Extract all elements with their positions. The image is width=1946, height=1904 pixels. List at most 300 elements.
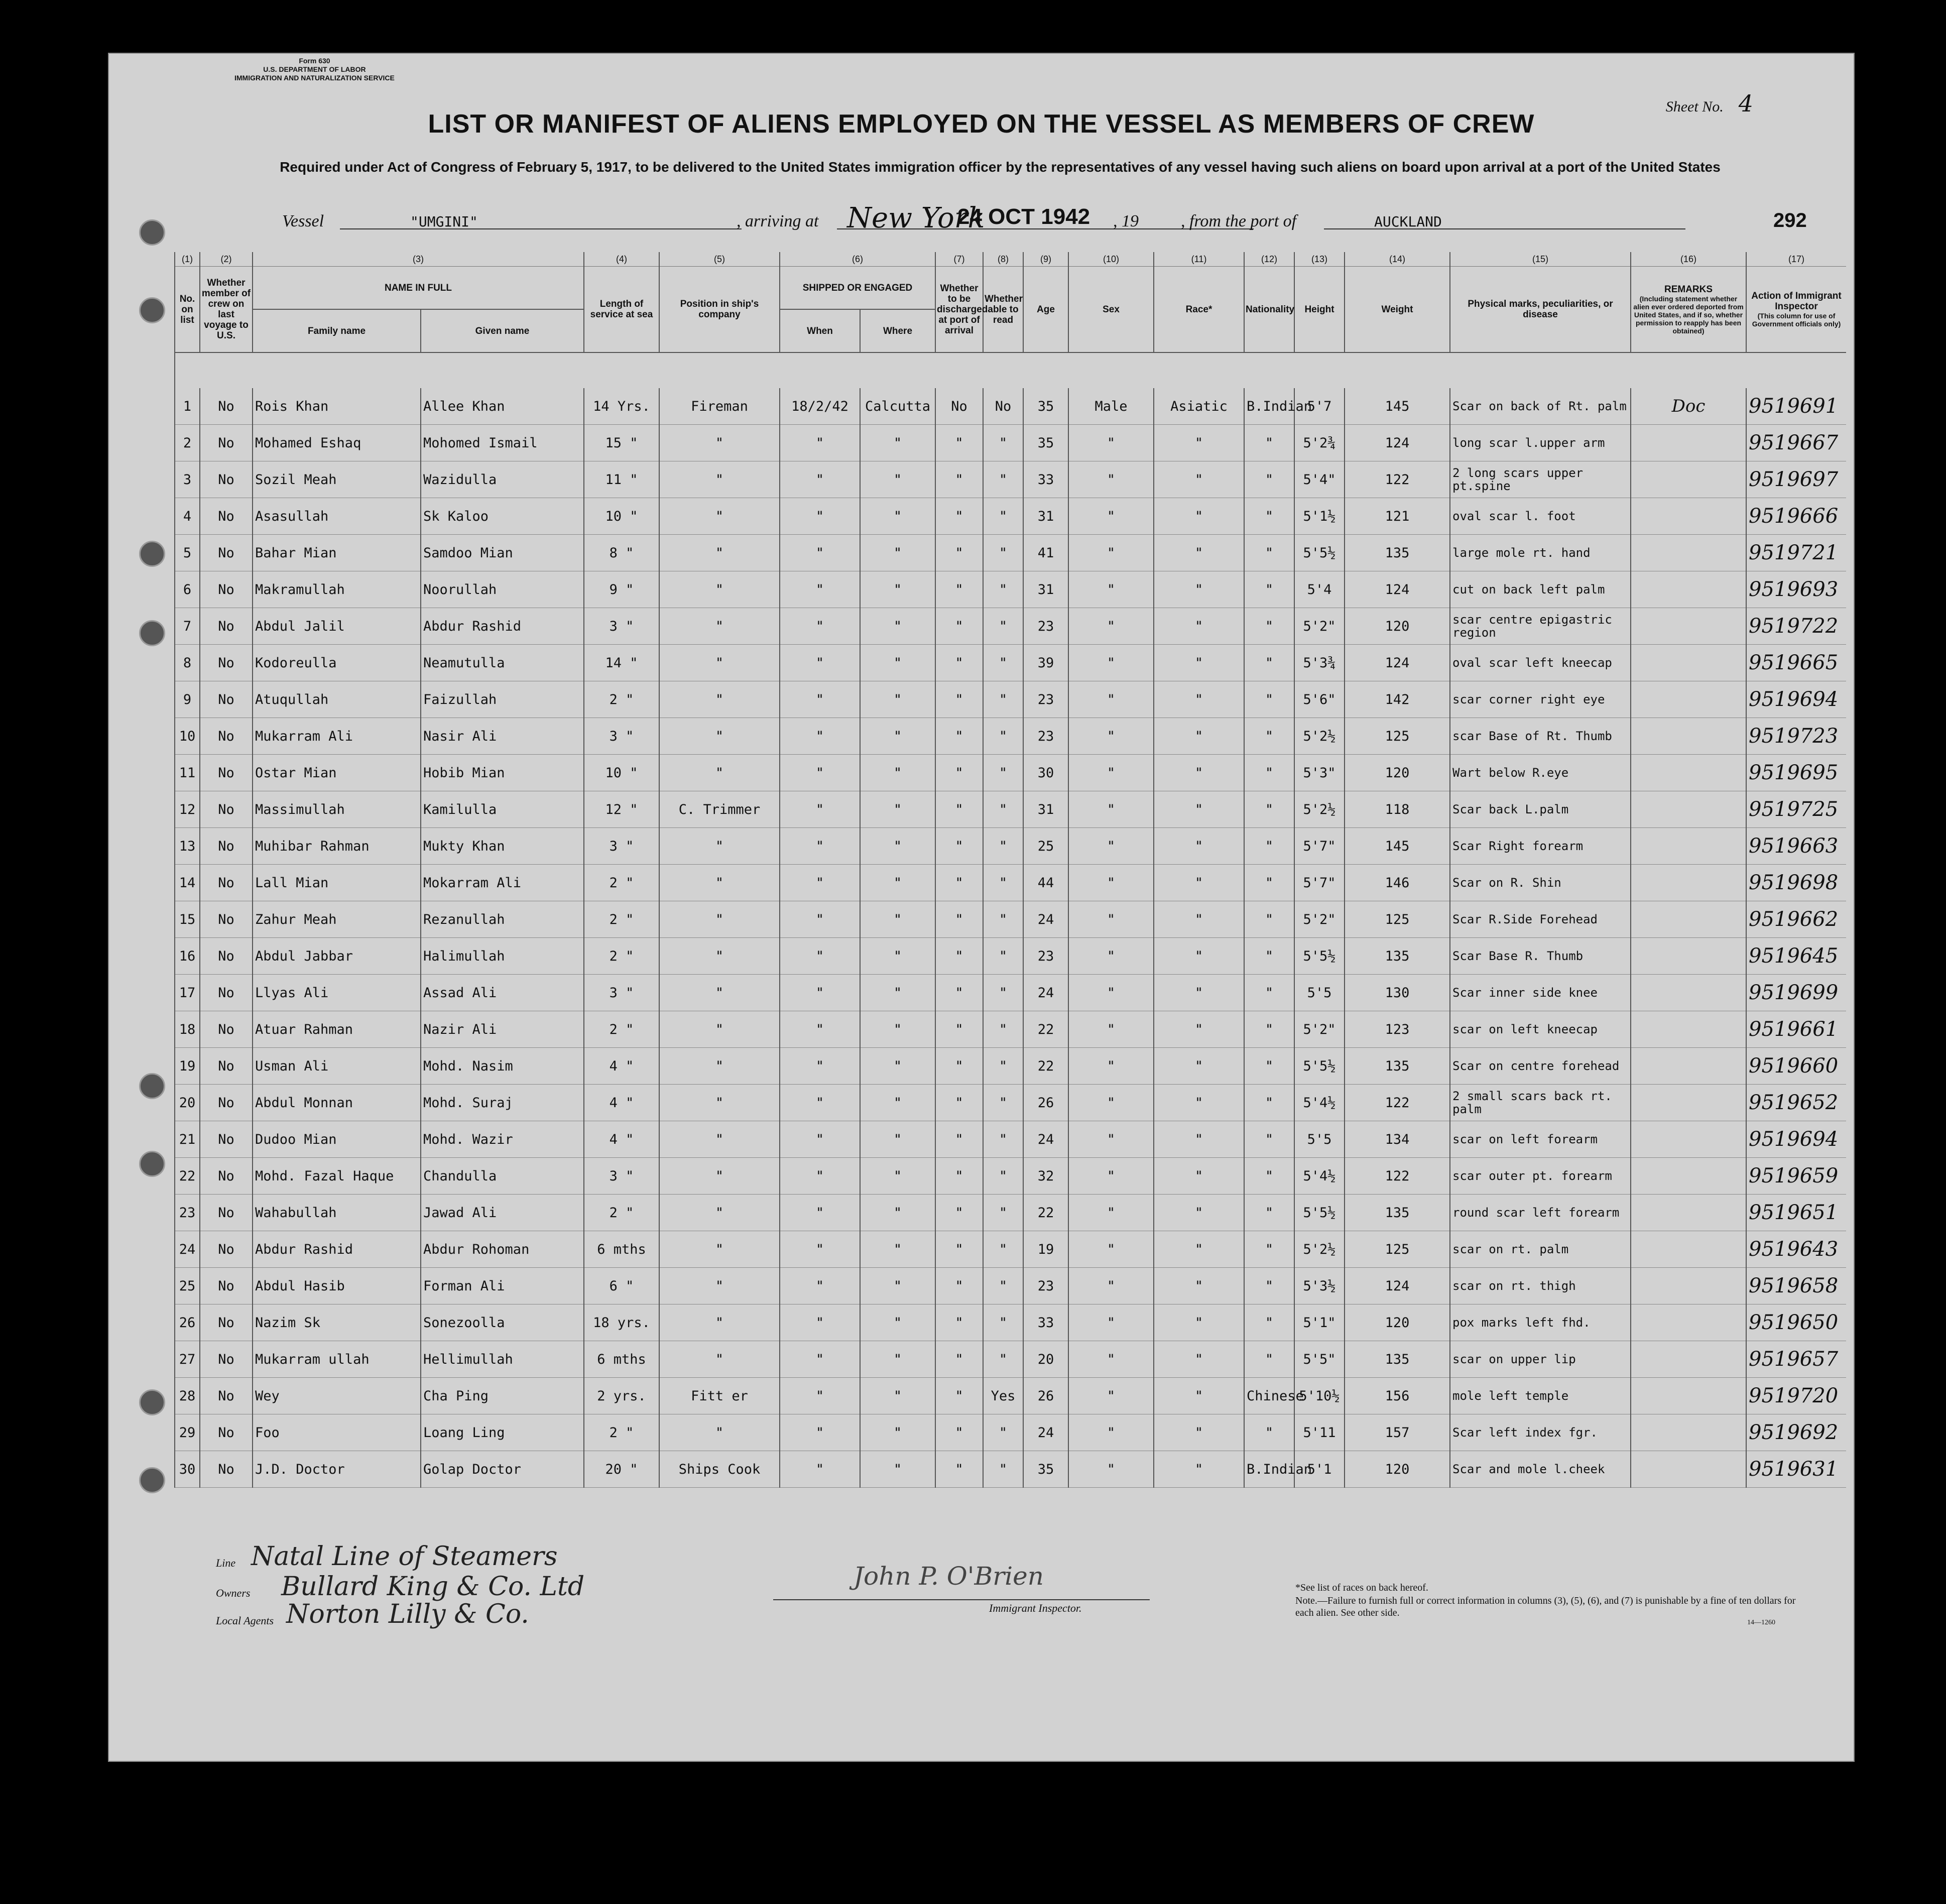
sex-cell: " [1068,1085,1154,1121]
weight-cell: 125 [1345,1231,1450,1268]
discharged-cell: " [935,681,983,718]
race-cell: " [1154,1048,1244,1085]
member-crew-cell: No [200,425,253,461]
from-port: AUCKLAND [1374,213,1442,230]
shipped-when-cell: " [780,901,860,938]
given-name-cell: Sonezoolla [421,1304,584,1341]
weight-cell: 145 [1345,388,1450,425]
binder-hole [139,1467,165,1493]
race-cell: Asiatic [1154,388,1244,425]
arriving-label: , arriving at [737,212,819,230]
given-name-cell: Mukty Khan [421,828,584,865]
sex-cell: " [1068,1414,1154,1451]
remarks-cell [1631,1121,1746,1158]
inspector-action-cell: 9519650 [1746,1304,1846,1341]
inspector-action-cell: 9519645 [1746,938,1846,975]
discharged-cell: " [935,828,983,865]
sex-cell: " [1068,608,1154,645]
able-read-cell: " [983,1195,1023,1231]
remarks-cell [1631,681,1746,718]
position-cell: " [659,1414,780,1451]
physical-marks-cell: Scar R.Side Forehead [1450,901,1631,938]
inspector-action-cell: 9519657 [1746,1341,1846,1378]
given-name-cell: Chandulla [421,1158,584,1195]
height-cell: 5'10½ [1294,1378,1345,1414]
remarks-cell [1631,1158,1746,1195]
nationality-cell: " [1244,571,1294,608]
col-num-13: (13) [1294,252,1345,267]
able-read-cell: " [983,1268,1023,1304]
family-name-cell: Atuar Rahman [253,1011,421,1048]
length-service-cell: 3 " [584,718,659,755]
member-crew-cell: No [200,608,253,645]
discharged-cell: " [935,1231,983,1268]
binder-hole [139,1151,165,1177]
able-read-cell: " [983,425,1023,461]
inspector-action-cell: 9519662 [1746,901,1846,938]
physical-marks-cell: mole left temple [1450,1378,1631,1414]
age-cell: 33 [1023,1304,1068,1341]
member-crew-cell: No [200,461,253,498]
inspector-action-cell: 9519692 [1746,1414,1846,1451]
row-number-cell: 10 [175,718,200,755]
length-service-cell: 6 mths [584,1231,659,1268]
family-name-cell: Abdul Jabbar [253,938,421,975]
nationality-cell: " [1244,681,1294,718]
family-name-cell: Abdul Hasib [253,1268,421,1304]
physical-marks-cell: Scar on R. Shin [1450,865,1631,901]
col-num-5: (5) [659,252,780,267]
discharged-cell: " [935,1341,983,1378]
physical-marks-cell: pox marks left fhd. [1450,1304,1631,1341]
shipped-when-cell: " [780,1195,860,1231]
race-cell: " [1154,1304,1244,1341]
header-given-name: Given name [421,309,584,352]
able-read-cell: " [983,828,1023,865]
length-service-cell: 10 " [584,498,659,535]
position-cell: " [659,865,780,901]
member-crew-cell: No [200,498,253,535]
able-read-cell: " [983,1158,1023,1195]
nationality-cell: " [1244,1085,1294,1121]
member-crew-cell: No [200,1378,253,1414]
able-read-cell: Yes [983,1378,1023,1414]
race-cell: " [1154,718,1244,755]
length-service-cell: 2 " [584,865,659,901]
remarks-cell [1631,828,1746,865]
member-crew-cell: No [200,1414,253,1451]
member-crew-cell: No [200,1304,253,1341]
col-num-7: (7) [935,252,983,267]
given-name-cell: Samdoo Mian [421,535,584,571]
table-row [175,1158,1846,1195]
header-action-note: (This column for use of Government officials only) [1752,312,1841,328]
row-number-cell: 11 [175,755,200,791]
able-read-cell: " [983,461,1023,498]
race-cell: " [1154,755,1244,791]
length-service-cell: 20 " [584,1451,659,1488]
position-cell: Ships Cook [659,1451,780,1488]
race-cell: " [1154,938,1244,975]
header-shipped-engaged: SHIPPED OR ENGAGED [780,267,935,310]
sex-cell: " [1068,645,1154,681]
height-cell: 5'6" [1294,681,1345,718]
race-cell: " [1154,1231,1244,1268]
inspector-action-cell: 9519721 [1746,535,1846,571]
family-name-cell: Wahabullah [253,1195,421,1231]
sheet-number-label: Sheet No. [1665,98,1724,115]
table-row [175,571,1846,608]
member-crew-cell: No [200,1048,253,1085]
shipped-when-cell: 18/2/42 [780,388,860,425]
position-cell: " [659,571,780,608]
age-cell: 22 [1023,1048,1068,1085]
col-num-9: (9) [1023,252,1068,267]
able-read-cell: " [983,791,1023,828]
remarks-cell [1631,901,1746,938]
age-cell: 20 [1023,1341,1068,1378]
able-read-cell: " [983,1048,1023,1085]
table-row [175,645,1846,681]
given-name-cell: Assad Ali [421,975,584,1011]
physical-marks-cell: Scar Right forearm [1450,828,1631,865]
inspector-action-cell: 9519722 [1746,608,1846,645]
shipped-when-cell: " [780,1414,860,1451]
inspector-action-cell: 9519643 [1746,1231,1846,1268]
weight-cell: 124 [1345,425,1450,461]
given-name-cell: Mohd. Nasim [421,1048,584,1085]
discharged-cell: " [935,1121,983,1158]
able-read-cell: " [983,1085,1023,1121]
agents-label: Local Agents [216,1614,274,1627]
shipped-where-cell: " [860,535,935,571]
remarks-cell [1631,1304,1746,1341]
remarks-cell [1631,791,1746,828]
shipped-where-cell: " [860,901,935,938]
table-row [175,1414,1846,1451]
discharged-cell: " [935,1048,983,1085]
discharged-cell: " [935,608,983,645]
nationality-cell: " [1244,755,1294,791]
shipped-where-cell: " [860,608,935,645]
family-name-cell: Usman Ali [253,1048,421,1085]
shipped-where-cell: " [860,461,935,498]
height-cell: 5'5½ [1294,535,1345,571]
physical-marks-cell: scar on left kneecap [1450,1011,1631,1048]
family-name-cell: Zahur Meah [253,901,421,938]
table-row [175,535,1846,571]
discharged-cell: " [935,1451,983,1488]
inspector-action-cell: 9519661 [1746,1011,1846,1048]
manifest-table [174,252,1846,1488]
position-cell: " [659,1304,780,1341]
header-family-name: Family name [253,309,421,352]
shipped-where-cell: " [860,1378,935,1414]
inspector-action-cell: 9519660 [1746,1048,1846,1085]
family-name-cell: Foo [253,1414,421,1451]
sex-cell: " [1068,1231,1154,1268]
age-cell: 35 [1023,425,1068,461]
table-row [175,608,1846,645]
binder-hole [139,1073,165,1099]
age-cell: 23 [1023,681,1068,718]
family-name-cell: Massimullah [253,791,421,828]
height-cell: 5'2" [1294,608,1345,645]
height-cell: 5'5½ [1294,1048,1345,1085]
table-row [175,1195,1846,1231]
given-name-cell: Golap Doctor [421,1451,584,1488]
header-age: Age [1023,267,1068,353]
remarks-cell [1631,461,1746,498]
family-name-cell: Rois Khan [253,388,421,425]
sex-cell: " [1068,425,1154,461]
member-crew-cell: No [200,938,253,975]
sex-cell: " [1068,791,1154,828]
inspector-action-cell: 9519658 [1746,1268,1846,1304]
nationality-cell: " [1244,1341,1294,1378]
race-cell: " [1154,1268,1244,1304]
form-code: 14—1260 [1747,1619,1775,1626]
inspector-signature: John P. O'Brien [854,1562,1044,1591]
discharged-cell: " [935,1304,983,1341]
inspector-action-cell: 9519651 [1746,1195,1846,1231]
weight-cell: 120 [1345,755,1450,791]
row-number-cell: 26 [175,1304,200,1341]
length-service-cell: 2 " [584,1195,659,1231]
shipped-when-cell: " [780,535,860,571]
col-num-10: (10) [1068,252,1154,267]
able-read-cell: " [983,938,1023,975]
shipped-when-cell: " [780,1011,860,1048]
weight-cell: 135 [1345,1048,1450,1085]
height-cell: 5'4½ [1294,1085,1345,1121]
sex-cell: " [1068,1195,1154,1231]
shipped-where-cell: " [860,865,935,901]
length-service-cell: 14 Yrs. [584,388,659,425]
table-row [175,718,1846,755]
page-title: LIST OR MANIFEST OF ALIENS EMPLOYED ON THE VESSEL AS MEMBERS OF CREW [428,109,1535,139]
sex-cell: " [1068,498,1154,535]
height-cell: 5'2¾ [1294,425,1345,461]
inspector-action-cell: 9519698 [1746,865,1846,901]
race-cell: " [1154,865,1244,901]
race-cell: " [1154,1011,1244,1048]
physical-marks-cell: 2 long scars upper pt.spine [1450,461,1631,498]
arrival-date-stamp: 24 OCT 1942 [957,204,1090,229]
weight-cell: 124 [1345,645,1450,681]
given-name-cell: Faizullah [421,681,584,718]
inspector-action-cell: 9519666 [1746,498,1846,535]
age-cell: 41 [1023,535,1068,571]
shipped-where-cell: " [860,1451,935,1488]
remarks-cell [1631,1195,1746,1231]
remarks-cell [1631,645,1746,681]
shipped-when-cell: " [780,645,860,681]
height-cell: 5'2" [1294,1011,1345,1048]
length-service-cell: 2 " [584,1414,659,1451]
length-service-cell: 11 " [584,461,659,498]
shipped-when-cell: " [780,461,860,498]
row-number-cell: 30 [175,1451,200,1488]
row-number-cell: 22 [175,1158,200,1195]
weight-cell: 134 [1345,1121,1450,1158]
col-num-12: (12) [1244,252,1294,267]
physical-marks-cell: Scar inner side knee [1450,975,1631,1011]
weight-cell: 120 [1345,1451,1450,1488]
table-row [175,938,1846,975]
position-cell: Fitt er [659,1378,780,1414]
sex-cell: " [1068,1304,1154,1341]
header-race: Race* [1154,267,1244,353]
col-num-16: (16) [1631,252,1746,267]
header-action [1746,267,1846,353]
position-cell: " [659,975,780,1011]
race-cell: " [1154,1195,1244,1231]
physical-marks-cell: Scar Base R. Thumb [1450,938,1631,975]
remarks-cell: Doc [1631,388,1746,425]
given-name-cell: Cha Ping [421,1378,584,1414]
remarks-cell [1631,755,1746,791]
able-read-cell: " [983,901,1023,938]
age-cell: 30 [1023,755,1068,791]
row-number-cell: 28 [175,1378,200,1414]
age-cell: 23 [1023,1268,1068,1304]
col-num-15: (15) [1450,252,1631,267]
shipped-when-cell: " [780,975,860,1011]
header-nationality: Nationality [1244,267,1294,353]
shipped-when-cell: " [780,571,860,608]
vessel-name: "UMGINI" [410,213,478,230]
discharged-cell: " [935,1414,983,1451]
weight-cell: 122 [1345,1085,1450,1121]
family-name-cell: Mohd. Fazal Haque [253,1158,421,1195]
row-number-cell: 16 [175,938,200,975]
shipped-when-cell: " [780,1048,860,1085]
position-cell: " [659,1048,780,1085]
line-label-footer: Line [216,1557,236,1569]
table-row [175,1048,1846,1085]
table-row [175,1085,1846,1121]
age-cell: 23 [1023,938,1068,975]
form-number: Form 630 [299,57,330,65]
height-cell: 5'5 [1294,975,1345,1011]
given-name-cell: Nazir Ali [421,1011,584,1048]
discharged-cell: " [935,755,983,791]
shipped-when-cell: " [780,681,860,718]
shipped-when-cell: " [780,1378,860,1414]
physical-marks-cell: 2 small scars back rt. palm [1450,1085,1631,1121]
height-cell: 5'2½ [1294,1231,1345,1268]
weight-cell: 125 [1345,901,1450,938]
physical-marks-cell: scar on rt. thigh [1450,1268,1631,1304]
age-cell: 22 [1023,1011,1068,1048]
height-cell: 5'5½ [1294,938,1345,975]
able-read-cell: " [983,498,1023,535]
position-cell: " [659,498,780,535]
able-read-cell: " [983,1121,1023,1158]
race-cell: " [1154,535,1244,571]
family-name-cell: Asasullah [253,498,421,535]
member-crew-cell: No [200,755,253,791]
family-name-cell: Muhibar Rahman [253,828,421,865]
position-cell: " [659,901,780,938]
binder-hole [139,219,165,246]
sex-cell: " [1068,828,1154,865]
position-cell: " [659,608,780,645]
age-cell: 25 [1023,828,1068,865]
able-read-cell: " [983,975,1023,1011]
column-number-row [175,252,1846,267]
age-cell: 26 [1023,1085,1068,1121]
table-row [175,1268,1846,1304]
length-service-cell: 2 " [584,1011,659,1048]
nationality-cell: " [1244,791,1294,828]
table-row [175,975,1846,1011]
remarks-cell [1631,1268,1746,1304]
weight-cell: 157 [1345,1414,1450,1451]
nationality-cell: " [1244,1048,1294,1085]
shipped-when-cell: " [780,608,860,645]
sex-cell: " [1068,755,1154,791]
physical-marks-cell: Scar on back of Rt. palm [1450,388,1631,425]
race-cell: " [1154,901,1244,938]
col-num-17: (17) [1746,252,1846,267]
sex-cell: " [1068,461,1154,498]
weight-cell: 156 [1345,1378,1450,1414]
position-cell: " [659,1158,780,1195]
shipped-where-cell: " [860,645,935,681]
shipped-where-cell: " [860,1011,935,1048]
inspector-action-cell: 9519667 [1746,425,1846,461]
table-row [175,755,1846,791]
length-service-cell: 4 " [584,1121,659,1158]
age-cell: 32 [1023,1158,1068,1195]
position-cell: " [659,1195,780,1231]
header-discharged: Whether to be discharged at port of arrival [935,267,983,353]
header-physical-marks: Physical marks, peculiarities, or disease [1450,267,1631,353]
shipped-when-cell: " [780,865,860,901]
length-service-cell: 3 " [584,1158,659,1195]
length-service-cell: 2 " [584,901,659,938]
member-crew-cell: No [200,901,253,938]
table-row [175,1121,1846,1158]
row-number-cell: 27 [175,1341,200,1378]
age-cell: 39 [1023,645,1068,681]
agents-value: Norton Lilly & Co. [286,1599,529,1629]
family-name-cell: Sozil Meah [253,461,421,498]
shipped-where-cell: " [860,791,935,828]
height-cell: 5'1" [1294,1304,1345,1341]
table-row [175,498,1846,535]
height-cell: 5'2½ [1294,718,1345,755]
member-crew-cell: No [200,718,253,755]
manifest-sheet [108,53,1855,1762]
nationality-cell: " [1244,975,1294,1011]
page-subtitle: Required under Act of Congress of February 5, 1917, to be delivered to the United States immigration officer by the representatives of any vessel having such aliens on board upon arrival at a port of the United States [280,159,1721,175]
remarks-cell [1631,608,1746,645]
owners-label: Owners [216,1587,251,1599]
member-crew-cell: No [200,1195,253,1231]
position-cell: " [659,1268,780,1304]
member-crew-cell: No [200,1341,253,1378]
age-cell: 24 [1023,1414,1068,1451]
shipped-when-cell: " [780,1158,860,1195]
family-name-cell: Llyas Ali [253,975,421,1011]
shipped-when-cell: " [780,828,860,865]
family-name-cell: Abdur Rashid [253,1231,421,1268]
race-cell: " [1154,461,1244,498]
sex-cell: " [1068,1268,1154,1304]
